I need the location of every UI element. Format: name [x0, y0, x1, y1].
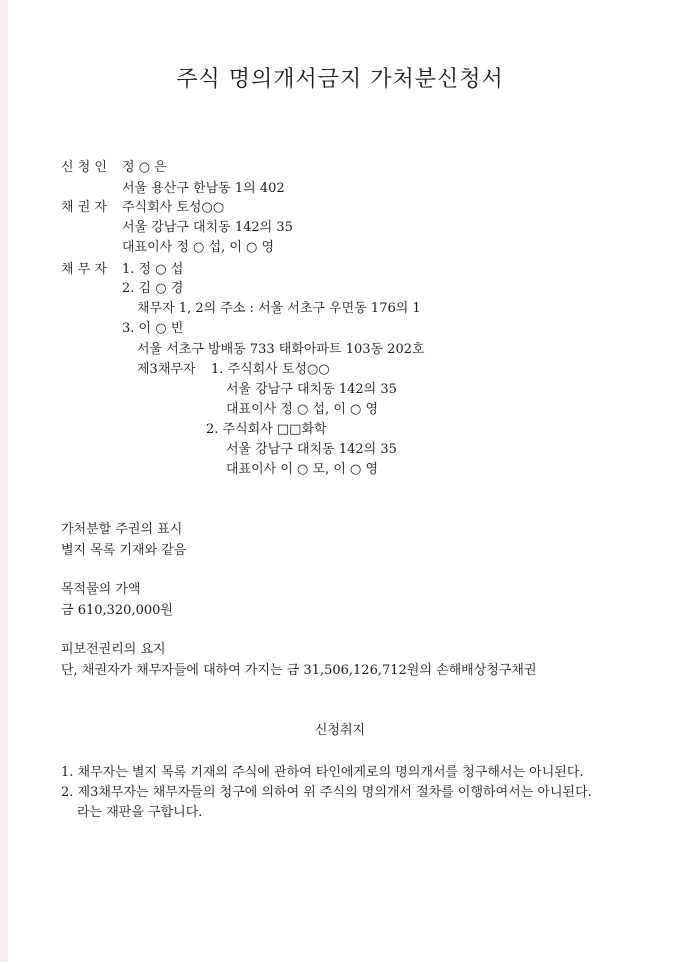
purpose-heading: 신청취지 [314, 723, 366, 738]
right-heading: 피보전권리의 요지 [61, 642, 166, 657]
applicant-label: 신 청 인 [61, 160, 107, 175]
third-debtor-1: 1. 주식회사 토성○○ [211, 362, 330, 377]
debtor-2: 2. 김 ○ 경 [122, 281, 184, 296]
debtor-3: 3. 이 ○ 빈 [122, 321, 184, 336]
creditor-label: 채 권 자 [61, 200, 107, 215]
value-heading: 목적물의 가액 [61, 582, 141, 597]
third-debtor-2: 2. 주식회사 □□화학 [206, 422, 327, 437]
third-debtor-label: 제3채무자 [137, 362, 196, 377]
debtor-label: 채 무 자 [61, 262, 107, 277]
right-text: 단, 채권자가 채무자들에 대하여 가지는 금 31,506,126,712원의 손해배상청구채권 [61, 663, 537, 678]
creditor-representative: 대표이사 정 ○ 섭, 이 ○ 영 [122, 240, 275, 255]
purpose-closing: 라는 재판을 구합니다. [77, 805, 203, 820]
applicant-name: 정 ○ 은 [122, 160, 167, 175]
creditor-name: 주식회사 토성○○ [122, 200, 225, 215]
debtor-1: 1. 정 ○ 섭 [122, 262, 184, 277]
third-debtor-1-representative: 대표이사 정 ○ 섭, 이 ○ 영 [226, 402, 379, 417]
document-title: 주식 명의개서금지 가처분신청서 [176, 67, 504, 92]
third-debtor-2-address: 서울 강남구 대치동 142의 35 [226, 442, 397, 457]
shares-heading: 가처분할 주권의 표시 [61, 522, 183, 537]
shares-text: 별지 목록 기재와 같음 [61, 543, 187, 558]
purpose-item-1: 1. 채무자는 별지 목록 기재의 주식에 관하여 타인에게로의 명의개서를 청구해서는 아니된다. [61, 765, 584, 780]
purpose-item-2: 2. 제3채무자는 채무자들의 청구에 의하여 위 주식의 명의개서 절차를 이행하여서는 아니된다. [61, 785, 592, 800]
applicant-address: 서울 용산구 한남동 1의 402 [122, 181, 285, 196]
debtor-3-address: 서울 서초구 방배동 733 태화아파트 103동 202호 [137, 342, 425, 357]
page-edge [0, 0, 8, 962]
third-debtor-1-address: 서울 강남구 대치동 142의 35 [226, 382, 397, 397]
creditor-address: 서울 강남구 대치동 142의 35 [122, 220, 293, 235]
debtor-address-12: 채무자 1, 2의 주소 : 서울 서초구 우면동 176의 1 [137, 301, 421, 316]
third-debtor-2-representative: 대표이사 이 ○ 모, 이 ○ 영 [226, 462, 379, 477]
value-text: 금 610,320,000원 [61, 603, 173, 618]
